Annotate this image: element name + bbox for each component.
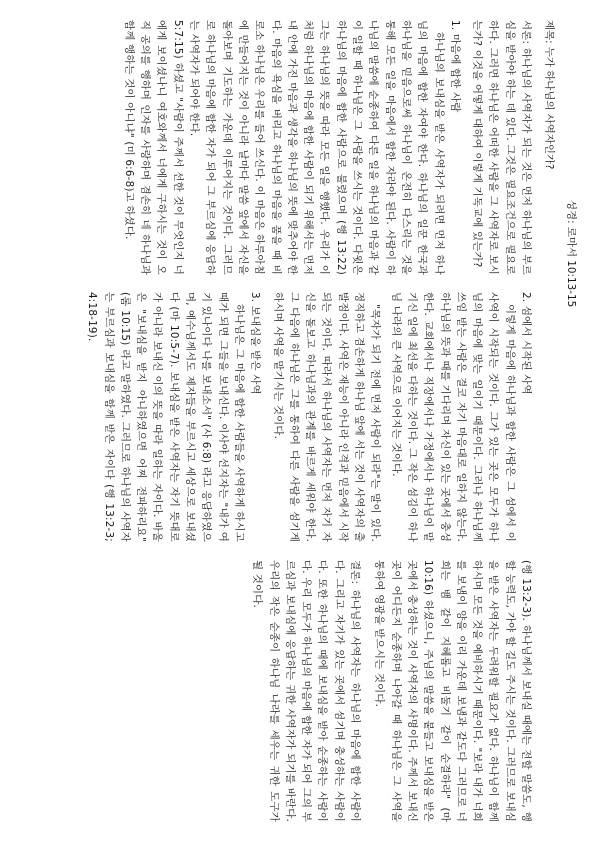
- section-2-title: 2. 섬에서 시작된 사역: [520, 292, 532, 395]
- column-3: [249, 560, 534, 822]
- sermon-title: 제목: 누가 하나님의 사역자인가?: [543, 20, 555, 170]
- section-1-body: 하나님의 보내심을 받은 사역자가 되려면 먼저 하나님의 마음에 합한 자여야 한다. 하나님의 일꾼 한국과 하나님을 믿음으로써 하나님이 온전히 다스리는 것을 통해 모든 일을 마음에서 합한 자라야 된다. 사람이 하나님의 말씀에 순종하여 다른 일을 하나님의 마음과 같이 일할 때 하나님은 그 사람을 쓰시는 것이다. 다윗은 하나님의 마음에 합한 사람으로 불렸으며 (행 13:22) 그는 하나님의 뜻을 따라 모든 일을 행했다. 우리가 이처럼 하나님의 마음에 합한 사람이 되기 위해서는 먼저 내 안에 가진 마음과 생각을 하나님의 뜻에 맞추어야 한다. 마음의 욕심을 버리고 하나님의 마음을 품을 때 비로소 하나님은 우리를 들어 쓰신다. 이 마음은 하루아침에 만들어지는 것이 아니라 날마다 말씀 앞에서 자신을 돌아보며 기도하는 가운데 이루어지는 것이다. 그러므로 하나님의 마음에 합한 자가 되어 그 부르심에 응답하는 사역자가 되어야 한다.: [188, 20, 445, 275]
- conclusion-paragraph: 결론: 하나님의 사역자는 하나님의 마음에 합한 사람이다. 그리고 자기가 있는 곳에서 섬기며 충성하는 사람이다. 또한 하나님의 때에 보내심을 받아 순종하는 사람이다. 우리 모두가 하나님의 마음에 합한 자가 되어 그의 부르심과 보내심에 응답하는 귀한 사역자가 되기를 바란다. 우리의 작은 순종이 하나님 나라를 세우는 귀한 도구가 될 것이다.: [251, 560, 362, 822]
- section-2-body: 이렇게 마음에 하나님과 합한 사람은 그 섬에서 이 사역이 시작되는 것이다. 그가 있는 곳은 모두가 하나님의 마음에 맞는 일이기 때문이다. 그러나 하나님께 쓰임 받는 사람은 결코 자기 마음대로 일하지 않는다. 하나님의 뜻과 때를 기다리며 자신이 있는 곳에서 충성한다. 교회에서나 직장에서나 가정에서나 하나님이 맡기신 일에 최선을 다하는 것이다. 그 작은 섬김이 하나님 나라의 큰 사역으로 이어지는 것이다.: [389, 292, 516, 542]
- column-1: [121, 20, 534, 275]
- column-2: [84, 292, 534, 542]
- section-2-quote: "목자가 되기 전에 먼저 사람이 되라"는 말이 있다. 정직하고 겸손하게 하나님 앞에 서는 것이 사역자의 출발점이다. 사역은 재능이 아니라 인격과 믿음에서 시작되는 것이다. 따라서 하나님의 사역자는 먼저 자기 자신을 돌보고 하나님과의 관계를 바르게 세워야 한다. 그 다음에 하나님은 그를 통하여 다른 사람을 섬기게 하시며 사역을 맡기시는 것이다.: [271, 292, 382, 542]
- section-1-title: 1. 마음에 합한 사람: [448, 20, 461, 113]
- section-3-title: 3. 보내심을 받은 사역: [249, 292, 262, 395]
- section-3-continued: (행 13:2-3). 하나님께서 보내실 때에는 전할 말씀도, 행할 능력도, 가야 할 길도 주시는 것이다. 그러므로 보내심을 받은 사역자는 두려워할 필요가 없다. 하나님이 함께 하시며 모든 것을 예비하시기 때문이다. "보라 내가 너희를 보냄이 양을 이리 가운데 보냄과 같도다 그러므로 너희는 뱀 같이 지혜롭고 비둘기 같이 순결하라" (마 10:16) 하셨으니, 주님의 말씀을 붙들고 보내심을 받은 곳에서 충성하는 것이 사역자의 사명이다. 주께서 보내신 곳이 어디든지 순종하며 나아갈 때 하나님은 그 사역을 통하여 영광을 받으시는 것이다.: [373, 560, 532, 822]
- section-1-conclusion: 5:7:15) 하셨고 "사람이 주께서 선한 것이 무엇인지 너에게 보이셨나니 여호와께서 너에게 구하시는 것이 오직 공의를 행하며 인자를 사랑하며 겸손히 네 하나님과 함께 행하는 것이 아니냐" (미 6:6-8)고 하셨다.: [122, 20, 184, 275]
- section-3-body: 하나님은 그 마음에 합한 사람들을 사역하게 하시고 때가 되면 그들을 보내신다. 이사야 선지자는 "내가 여기 있나이다 나를 보내소서" (사 6:8) 라고 응답하였으며, 예수님께서도 제자들을 부르시고 세상으로 보내셨다 (마 10:5-7). 보내심을 받은 사역자는 자기 뜻대로가 아니라 보내신 이의 뜻을 따라 일하는 자이다. 바울은 "보내심을 받지 아니하였으면 어찌 전파하리요" (롬 10:15) 라고 말하였다. 그러므로 하나님의 사역자는 부르심과 보내심을 함께 받은 자이다 (행 13:2-3; 4:18-19).: [86, 292, 245, 542]
- intro-paragraph: 서론: 하나님의 사역자가 되는 것은 먼저 하나님의 부르심을 받아야 하는 데 있다. 그것은 필요조건으로 필요로 하다. 그러면 하나님은 어떠한 사람을 그 사역자로 보시는가? 이것을 어떻게 대하여 이렇게 기독교에 있는가?: [471, 20, 532, 275]
- scripture-reference: 성경: 로마서 10:13-15: [565, 200, 577, 308]
